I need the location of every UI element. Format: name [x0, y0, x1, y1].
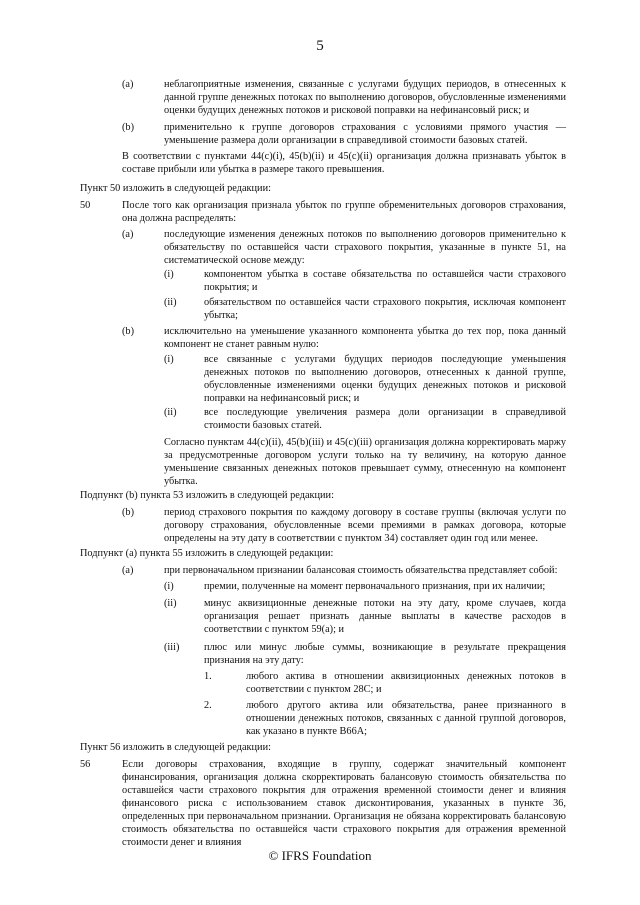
section-50-text-a: последующие изменения денежных потоков по выполнению договоров применительно к обязательству по оставшейся части страхового покрытия, указанные в пункте 51, на систематической основе между: — [164, 229, 566, 266]
section-56-heading: Пункт 56 изложить в следующей редакции: — [80, 742, 271, 753]
section-55-label-ii: (ii) — [164, 598, 177, 609]
section-50-closing: Согласно пунктам 44(c)(ii), 45(b)(iii) и 45(c)(iii) организация должна корректировать маржу за предусмотренные договором услуги только на ту величину, на которую данное уменьшение связанных денежных потоков превышает сумму, отнесенную на компонент убытка. — [164, 437, 566, 487]
section-50-label-a-i: (i) — [164, 269, 174, 280]
section-56-text: Если договоры страхования, входящие в группу, содержат значительный компонент финансирования, организация должна скорректировать балансовую стоимость обязательства по оставшейся части страхового покрытия для отражения временной стоимости денег и влияния финансового риска с использованием ставок дисконтирования, указанных в пункте 36, определенных при первоначальном признании. Организация не обязана корректировать балансовую стоимость обязательства по оставшейся части страхового покрытия для отражения временной стоимости денег и влияния — [122, 759, 566, 848]
item-label-b: (b) — [122, 122, 135, 133]
section-50-text-b: исключительно на уменьшение указанного компонента убытка до тех пор, пока данный компонент не станет равным нулю: — [164, 326, 566, 350]
section-55-label-a: (a) — [122, 565, 134, 576]
section-53-text-b: период страхового покрытия по каждому договору в составе группы (включая услуги по договору страхования, обусловленные всеми премиями в рамках договора, которые определены на эту дату в соответствии с пунктом 34) составляет один год или менее. — [164, 507, 566, 544]
section-55-text-ii: минус аквизиционные денежные потоки на эту дату, кроме случаев, когда организация решает признать данные выплаты в качестве расходов в соответствии с пунктом 59(a); и — [204, 598, 566, 635]
section-55-label-iii: (iii) — [164, 642, 180, 653]
section-50-label-a: (a) — [122, 229, 134, 240]
section-55-label-2: 2. — [204, 700, 212, 711]
section-55-label-i: (i) — [164, 581, 174, 592]
section-50-label-b-ii: (ii) — [164, 407, 177, 418]
section-55-text-1: любого актива в отношении аквизиционных денежных потоков в соответствии с пунктом 28C; и — [246, 671, 566, 695]
section-53-heading: Подпункт (b) пункта 53 изложить в следующей редакции: — [80, 490, 334, 501]
section-55-heading: Подпункт (a) пункта 55 изложить в следующей редакции: — [80, 548, 334, 559]
item-text-a: неблагоприятные изменения, связанные с услугами будущих периодов, в отнесенных к данной группе денежных потоках по выполнению договоров, обусловленные изменениями оценки будущих денежных потоков и рисковой поправки на нефинансовый риск; и — [164, 79, 566, 116]
section-50-label-a-ii: (ii) — [164, 297, 177, 308]
section-50-text-b-ii: все последующие увеличения размера доли организации в справедливой стоимости базовых статей. — [204, 407, 566, 431]
paragraph-number-50: 50 — [80, 200, 91, 211]
section-55-text-a: при первоначальном признании балансовая стоимость обязательства представляет собой: — [164, 565, 558, 576]
section-53-label-b: (b) — [122, 507, 135, 518]
item-label-a: (a) — [122, 79, 134, 90]
section-50-label-b: (b) — [122, 326, 135, 337]
paragraph-closing: В соответствии с пунктами 44(c)(i), 45(b)(ii) и 45(c)(ii) организация должна признавать убыток в составе прибыли или убытка в размере такого превышения. — [122, 151, 566, 175]
section-55-label-1: 1. — [204, 671, 212, 682]
section-50-heading: Пункт 50 изложить в следующей редакции: — [80, 183, 271, 194]
section-50-text-a-i: компонентом убытка в составе обязательства по оставшейся части страхового покрытия; и — [204, 269, 566, 293]
section-50-text-a-ii: обязательством по оставшейся части страхового покрытия, исключая компонент убытка; — [204, 297, 566, 321]
section-55-text-i: премии, полученные на момент первоначального признания, при их наличии; — [204, 581, 546, 592]
page-number: 5 — [316, 38, 324, 54]
footer-copyright: © IFRS Foundation — [268, 848, 372, 863]
item-text-b: применительно к группе договоров страхования с условиями прямого участия — уменьшение размера доли организации в справедливой стоимости базовых статей. — [164, 122, 566, 146]
section-55-text-2: любого другого актива или обязательства, ранее признанного в отношении денежных потоков, связанных с данной группой договоров, как указано в пункте B66A; — [246, 700, 566, 737]
paragraph-number-56: 56 — [80, 759, 91, 770]
section-55-text-iii: плюс или минус любые суммы, возникающие в результате прекращения признания на эту дату: — [204, 642, 566, 666]
section-50-label-b-i: (i) — [164, 354, 174, 365]
section-50-intro: После того как организация признала убыток по группе обременительных договоров страхования, она должна распределять: — [122, 200, 566, 224]
section-50-text-b-i: все связанные с услугами будущих периодов последующие уменьшения денежных потоков по выполнению договоров, отнесенных к данной группе, обусловленные изменениями оценки будущих денежных потоков и рисковой поправки на нефинансовый риск; и — [204, 354, 566, 404]
